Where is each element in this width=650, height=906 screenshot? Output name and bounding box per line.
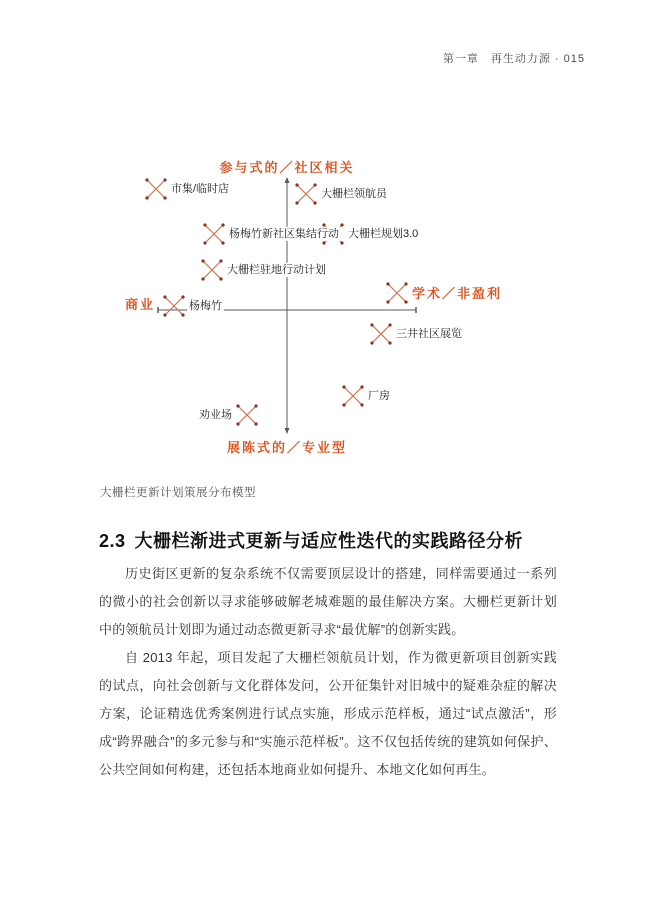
section-number: 2.3 xyxy=(99,531,126,551)
point-label: 大栅栏驻地行动计划 xyxy=(227,263,326,276)
section-title: 大栅栏渐进式更新与适应性迭代的实践路径分析 xyxy=(134,531,524,551)
section-heading xyxy=(99,527,523,553)
point-label: 三井社区展览 xyxy=(396,327,462,340)
point-label: 市集/临时店 xyxy=(171,182,230,195)
axis-label-bottom: 展陈式的／专业型 xyxy=(226,440,348,455)
point-label: 大栅栏规划3.0 xyxy=(348,227,419,240)
axis-label-right: 学术／非盈利 xyxy=(412,286,503,301)
running-header: 第一章 再生动力源 · 015 xyxy=(442,53,585,65)
axis-label-top: 参与式的／社区相关 xyxy=(219,160,355,175)
point-label: 杨梅竹 xyxy=(189,299,222,312)
paragraph-1: 历史街区更新的复杂系统不仅需要顶层设计的搭建，同样需要通过一系列的微小的社会创新以寻求能够破解老城难题的最佳解决方案。大栅栏更新计划中的领航员计划即为通过动态微更新寻求“最优解”的创新实践。 xyxy=(99,566,557,637)
point-label: 大栅栏领航员 xyxy=(321,187,387,200)
paragraph-2: 自 2013 年起，项目发起了大栅栏领航员计划，作为微更新项目创新实践的试点，向社会创新与文化群体发问，公开征集针对旧城中的疑难杂症的解决方案，论证精选优秀案例进行试点实施，形成示范样板，通过“试点激活”，形成“跨界融合”的多元参与和“实施示范样板”。这不仅包括传统的建筑如何保护、公共空间如何构建，还包括本地商业如何提升、本地文化如何再生。 xyxy=(99,650,557,777)
point-label: 劝业场 xyxy=(199,408,232,421)
axis-label-left: 商业 xyxy=(125,297,156,312)
point-label: 厂房 xyxy=(368,389,390,402)
point-label: 杨梅竹新社区集结行动 xyxy=(229,227,339,240)
figure-caption: 大栅栏更新计划策展分布模型 xyxy=(100,487,256,499)
body-text xyxy=(99,560,557,784)
